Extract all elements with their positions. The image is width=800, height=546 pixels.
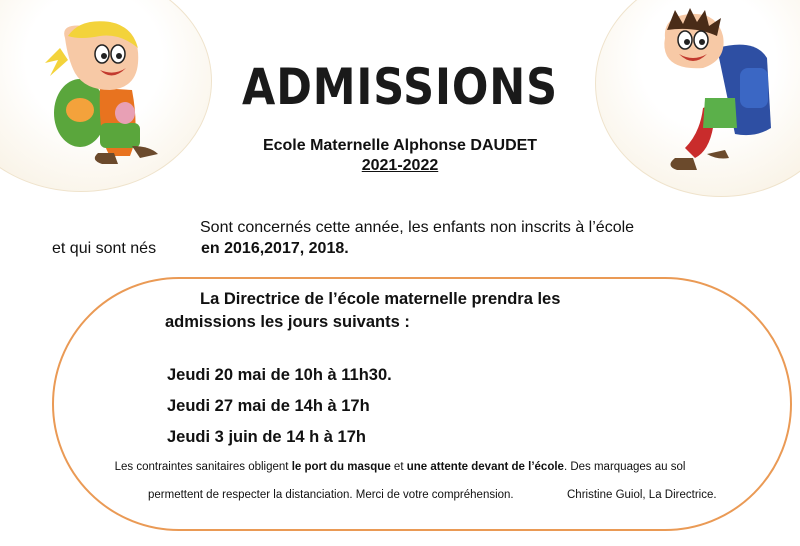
admission-slot: Jeudi 20 mai de 10h à 11h30.	[167, 366, 392, 384]
signature: Christine Guiol, La Directrice.	[567, 489, 717, 501]
note-text: Les contraintes sanitaires obligent	[114, 461, 292, 473]
admission-lead-text	[165, 288, 665, 334]
admission-slot: Jeudi 3 juin de 14 h à 17h	[167, 428, 366, 446]
lead-line-2: admissions les jours suivants :	[165, 313, 410, 331]
intro-line: Sont concernés cette année, les enfants non inscrits à l’école	[200, 219, 635, 236]
sanitary-note	[0, 461, 800, 473]
lead-line-1: La Directrice de l’école maternelle prendra les	[200, 290, 561, 308]
note-text: . Des marquages au sol	[563, 461, 686, 473]
page-title: ADMISSIONS	[242, 58, 558, 116]
note-waiting: une attente devant de l’école	[406, 461, 564, 473]
school-name: Ecole Maternelle Alphonse DAUDET	[262, 137, 538, 154]
admission-slot: Jeudi 27 mai de 14h à 17h	[167, 397, 370, 415]
school-year: 2021-2022	[361, 157, 439, 174]
birth-years: en 2016,2017, 2018.	[201, 240, 349, 257]
sanitary-note-line-2: permettent de respecter la distanciation. Merci de votre compréhension.	[148, 489, 514, 501]
note-mask: le port du masque	[291, 461, 391, 473]
birth-years-prefix: et qui sont nés	[52, 240, 157, 257]
note-text: et	[390, 461, 407, 473]
